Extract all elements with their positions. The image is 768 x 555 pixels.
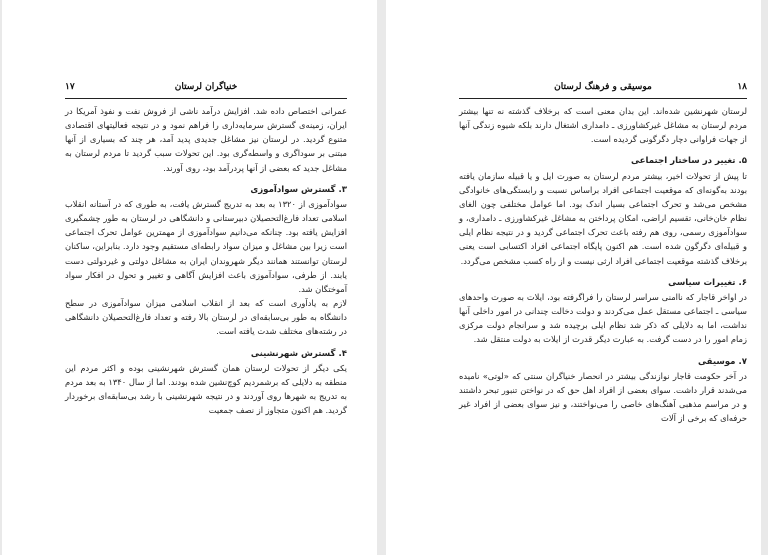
left-header-title: خنیاگران لرستان — [174, 82, 238, 92]
section-heading: ۷. موسیقی — [697, 356, 747, 367]
section-heading: ۳. گسترش سوادآموزی — [250, 184, 347, 195]
paragraph: سوادآموزی از ۱۳۲۰ به بعد به تدریج گسترش یافت، به طوری که در آستانه انقلاب اسلامی تعداد فارغ‌التحصیلان دبیرستانی و دانشگاهی در لرستان به طور چشمگیری افزایش یافته بود. چنانکه می‌دانیم سوادآموزی از مهمترین عوامل تحرک اجتماعی است زیرا بین مشاغل و میزان سواد رابطه‌ای مستقیم وجود دارد. بنابراین، ساکنان لرستان توانستند همانند دیگر شهروندان ایران به مشاغل دولتی و غیردولتی دست یابند. از طرفی، سوادآموزی باعث افزایش آگاهی و تغییر و تحول در افکار سواد آموختگان شد. — [65, 198, 347, 294]
right-page-header — [459, 82, 747, 96]
section-heading: ۵. تغییر در ساختار اجتماعی — [630, 156, 747, 167]
paragraph: لرستان شهرنشین شده‌اند. این بدان معنی است که برخلاف گذشته نه تنها بیشتر مردم لرستان به مشاغل غیرکشاورزی ـ دامداری اشتغال دارند بلکه شیوه زندگی آنها از جهات فراوانی دچار دگرگونی گردیده است. — [459, 106, 747, 145]
paragraph: تا پیش از تحولات اخیر، بیشتر مردم لرستان به صورت ایل و یا قبیله سازمان یافته بودند به‌گونه‌ای که موقعیت اجتماعی افراد براساس نسبت و رابستگی‌های خانوادگی مشخص می‌شد و تحرک اجتماعی بسیار اندک بود. اما عوامل مختلفی چون الغای نظام خان‌خانی، تقسیم اراضی، امکان پرداختن به مشاغل غیرکشاورزی ـ دامداری، و سوادآموزی رسمی، روی هم رفته باعث تحرک اجتماعی گردید و در نتیجه نظام ایلی و قبیله‌ای دگرگون شده است. هم اکنون پایگاه اجتماعی افراد اکتسابی است یعنی برخلاف گذشته موقعیت اجتماعی افراد ارثی نیست و از راه کسب مشخص می‌گردد. — [459, 170, 747, 266]
left-page-header — [65, 82, 347, 96]
section-heading: ۴. گسترش شهرنشینی — [250, 348, 347, 359]
right-header-rule — [459, 98, 747, 99]
paragraph: در اواخر قاجار که ناامنی سراسر لرستان را فراگرفته بود، ایلات به صورت واحدهای سیاسی ـ اجتماعی مستقل عمل می‌کردند و دولت دخالت چندانی در امور داخلی آنها نداشت، اما به دلایلی که ذکر شد نظام ایلی برچیده شد و سرانجام دولت مرکزی زمام امور را در دست گرفت. به عبارت دیگر قدرت از ایلات به دولت منتقل شد. — [459, 291, 747, 345]
left-header-rule — [65, 98, 347, 99]
paragraph: عمرانی اختصاص داده شد. افزایش درآمد ناشی از فروش نفت و نفوذ آمریکا در ایران، زمینه‌ی گسترش سرمایه‌داری را فراهم نمود و در نتیجه فعالیتهای اقتصادی متنوع گردید. در لرستان نیز مشاغل جدیدی پدید آمد، هر چند که بسیاری از آنها مبتنی بر سوداگری و واسطه‌گری بود. این تحولات سبب گردید تا مردم لرستان به مشاغل جدید که بعضی از آنها پردرآمد بود، روی آورند. — [65, 106, 347, 173]
paragraph: یکی دیگر از تحولات لرستان همان گسترش شهرنشینی بوده و اکثر مردم این منطقه به دلایلی که برشمردیم کوچ‌نشین شده بودند. اما از سال ۱۳۴۰ به بعد مردم به تدریج به شهرها روی آوردند و در نتیجه شهرنشینی با رشد بی‌سابقه‌ای برخوردار گردید. هم اکنون متجاوز از نصف جمعیت — [65, 362, 347, 416]
left-page — [2, 0, 377, 555]
left-page-number: ۱۷ — [65, 82, 75, 92]
right-page — [386, 0, 761, 555]
paragraph: لازم به یادآوری است که بعد از انقلاب اسلامی میزان سوادآموزی در سطح دانشگاه به طور بی‌سابقه‌ای در لرستان بالا رفته و تعداد فارغ‌التحصیلان دانشگاهی در رشته‌های مختلف شدت یافته است. — [65, 298, 347, 337]
paragraph: در آخر حکومت قاجار نوازندگی بیشتر در انحصار خنیاگران سنتی که «لوتی» نامیده می‌شدند قرار داشت. سوای بعضی از افراد اهل حق که در نواختن تنبور تبحر داشتند و در مراسم مذهبی آهنگ‌های خاصی را می‌نواختند، و نیز سوای بعضی از افراد غیر حرفه‌ای که برخی از آلات — [459, 370, 747, 424]
right-page-body — [459, 104, 747, 544]
section-heading: ۶. تغییرات سیاسی — [668, 277, 747, 288]
right-header-title: موسیقی و فرهنگ لرستان — [554, 82, 652, 92]
right-page-number: ۱۸ — [737, 82, 747, 92]
left-page-body — [65, 104, 347, 524]
